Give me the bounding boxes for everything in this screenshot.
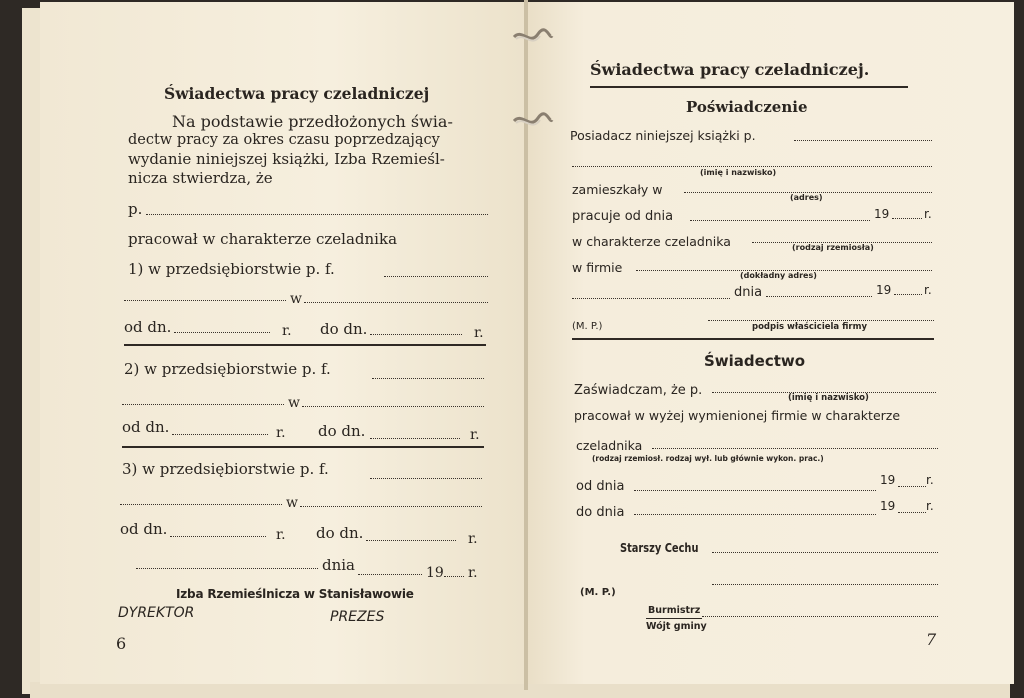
owner-signature-field bbox=[708, 320, 934, 321]
right-year-prefix: 19 bbox=[876, 283, 892, 297]
worked-line: pracował w wyżej wymienionej firmie w charakterze bbox=[574, 408, 901, 423]
works-since-label: pracuje od dnia bbox=[572, 209, 674, 224]
intro-line-2: dectw pracy za okres czasu poprzedzający bbox=[128, 132, 440, 148]
right-divider bbox=[572, 338, 934, 340]
entry-1-company-field bbox=[384, 276, 488, 277]
right-title: Świadectwa pracy czeladniczej. bbox=[590, 60, 870, 79]
year-r-label: r. bbox=[468, 565, 478, 581]
entry-2-company-field bbox=[372, 378, 484, 379]
entry-2-label: 2) w przedsiębiorstwie p. f. bbox=[124, 360, 331, 378]
company-label: w firmie bbox=[572, 260, 623, 275]
day-field bbox=[358, 574, 422, 575]
binding-thread-bottom bbox=[510, 110, 554, 132]
entry-1-place-field bbox=[304, 302, 488, 303]
left-page bbox=[40, 2, 526, 684]
entry-1-do-label: do dn. bbox=[320, 320, 368, 338]
do-dnia-field bbox=[634, 514, 876, 515]
right-title-underline bbox=[590, 86, 908, 88]
certificate-title: Świadectwo bbox=[704, 352, 806, 370]
book-spine bbox=[524, 0, 528, 690]
od-r-label: r. bbox=[926, 473, 934, 487]
entry-3-company-field bbox=[370, 478, 482, 479]
right-year-field bbox=[894, 294, 922, 295]
entry-1-od-label: od dn. bbox=[124, 318, 172, 336]
entry-3-w-label: w bbox=[286, 495, 298, 511]
entry-1-label: 1) w przedsiębiorstwie p. f. bbox=[128, 260, 335, 278]
entry-3-label: 3) w przedsiębiorstwie p. f. bbox=[122, 460, 329, 478]
entry-2-from-field bbox=[172, 434, 268, 435]
guild-elder-field bbox=[712, 552, 938, 553]
works-year-field bbox=[892, 218, 922, 219]
entry-3-place-field bbox=[300, 506, 482, 507]
entry-1-from-field bbox=[174, 332, 270, 333]
mp-stamp-1: (M. P.) bbox=[572, 321, 603, 332]
entry-3-do-label: do dn. bbox=[316, 524, 364, 542]
company-field-2 bbox=[572, 298, 730, 299]
do-year-prefix: 19 bbox=[880, 499, 896, 513]
confirmation-title: Poświadczenie bbox=[686, 98, 808, 116]
binding-thread-top bbox=[510, 26, 554, 48]
name-hint-2: (imię i nazwisko) bbox=[788, 393, 869, 403]
works-year-prefix: 19 bbox=[874, 207, 890, 221]
right-day-field bbox=[766, 296, 872, 297]
od-dnia-field bbox=[634, 490, 876, 491]
guild-elder-label: Starszy Cechu bbox=[620, 541, 699, 555]
entry-1-to-field bbox=[370, 334, 462, 335]
do-year-field bbox=[898, 512, 926, 513]
od-year-field bbox=[898, 486, 926, 487]
apprentice-label: czeladnika bbox=[576, 438, 643, 453]
holder-field-2 bbox=[572, 166, 932, 167]
year-field bbox=[444, 576, 464, 577]
mp-stamp-2: (M. P.) bbox=[580, 587, 616, 598]
entry-1-r-label: r. bbox=[282, 323, 292, 339]
holder-label: Posiadacz niniejszej książki p. bbox=[570, 128, 756, 143]
entry-3-from-field bbox=[170, 536, 266, 537]
worked-as-label: pracował w charakterze czeladnika bbox=[128, 230, 398, 248]
guild-elder-field-2 bbox=[712, 584, 938, 585]
do-dnia-label: do dnia bbox=[576, 505, 625, 520]
entry-3-r2-label: r. bbox=[468, 531, 478, 547]
entry-2-do-label: do dn. bbox=[318, 422, 366, 440]
certify-label: Zaświadczam, że p. bbox=[574, 383, 703, 398]
od-dnia-label: od dnia bbox=[576, 479, 625, 494]
entry-3-to-field bbox=[366, 540, 456, 541]
works-r-label: r. bbox=[924, 207, 932, 221]
dnia-label: dnia bbox=[322, 556, 356, 574]
right-dnia-label: dnia bbox=[734, 285, 763, 300]
entry-2-to-field bbox=[370, 438, 460, 439]
entry-1-r2-label: r. bbox=[474, 325, 484, 341]
divider-2 bbox=[122, 446, 484, 448]
mayor-signature-field bbox=[702, 616, 938, 617]
entry-3-r-label: r. bbox=[276, 527, 286, 543]
underlying-page-bottom bbox=[30, 682, 1010, 698]
od-year-prefix: 19 bbox=[880, 473, 896, 487]
mayor-wojt-divider bbox=[646, 618, 702, 619]
divider-1 bbox=[124, 344, 486, 346]
entry-3-pre-w-field bbox=[120, 504, 282, 505]
president-label: PREZES bbox=[330, 609, 385, 625]
resident-label: zamieszkały w bbox=[572, 182, 663, 197]
do-r-label: r. bbox=[926, 499, 934, 513]
right-year-r: r. bbox=[924, 283, 932, 297]
owner-signature-label: podpis właściciela firmy bbox=[752, 322, 867, 332]
place-field bbox=[136, 568, 318, 569]
type-hint: (rodzaj rzemiosł. rodzaj wył. lub głównie wykon. prac.) bbox=[592, 454, 824, 463]
entry-2-place-field bbox=[302, 406, 484, 407]
holder-field bbox=[794, 140, 932, 141]
trade-hint: (rodzaj rzemiosła) bbox=[792, 243, 874, 252]
entry-1-w-label: w bbox=[290, 291, 302, 307]
mayor-label: Burmistrz bbox=[648, 605, 701, 616]
p-name-field bbox=[146, 214, 488, 215]
as-apprentice-label: w charakterze czeladnika bbox=[572, 234, 731, 249]
entry-2-w-label: w bbox=[288, 395, 300, 411]
right-page-number: 7 bbox=[926, 630, 937, 649]
p-label: p. bbox=[128, 200, 143, 218]
exact-address-hint: (dokładny adres) bbox=[740, 271, 817, 280]
chamber-name: Izba Rzemieślnicza w Stanisławowie bbox=[176, 587, 414, 601]
apprentice-field bbox=[652, 448, 938, 449]
director-label: DYREKTOR bbox=[118, 605, 195, 621]
entry-3-od-label: od dn. bbox=[120, 520, 168, 538]
intro-line-1: Na podstawie przedłożonych świa- bbox=[172, 112, 453, 131]
address-hint: (adres) bbox=[790, 193, 823, 202]
intro-line-4: nicza stwierdza, że bbox=[128, 169, 273, 187]
name-hint: (imię i nazwisko) bbox=[700, 168, 777, 177]
left-page-number: 6 bbox=[116, 634, 127, 653]
entry-2-od-label: od dn. bbox=[122, 418, 170, 436]
left-title: Świadectwa pracy czeladniczej bbox=[164, 84, 430, 103]
entry-2-pre-w-field bbox=[122, 404, 284, 405]
entry-2-r2-label: r. bbox=[470, 427, 480, 443]
year-prefix: 19 bbox=[426, 565, 444, 581]
intro-line-3: wydanie niniejszej książki, Izba Rzemieśl- bbox=[128, 150, 445, 168]
entry-1-pre-w-field bbox=[124, 300, 286, 301]
wojt-label: Wójt gminy bbox=[646, 621, 707, 632]
entry-2-r-label: r. bbox=[276, 425, 286, 441]
works-since-field bbox=[690, 220, 870, 221]
